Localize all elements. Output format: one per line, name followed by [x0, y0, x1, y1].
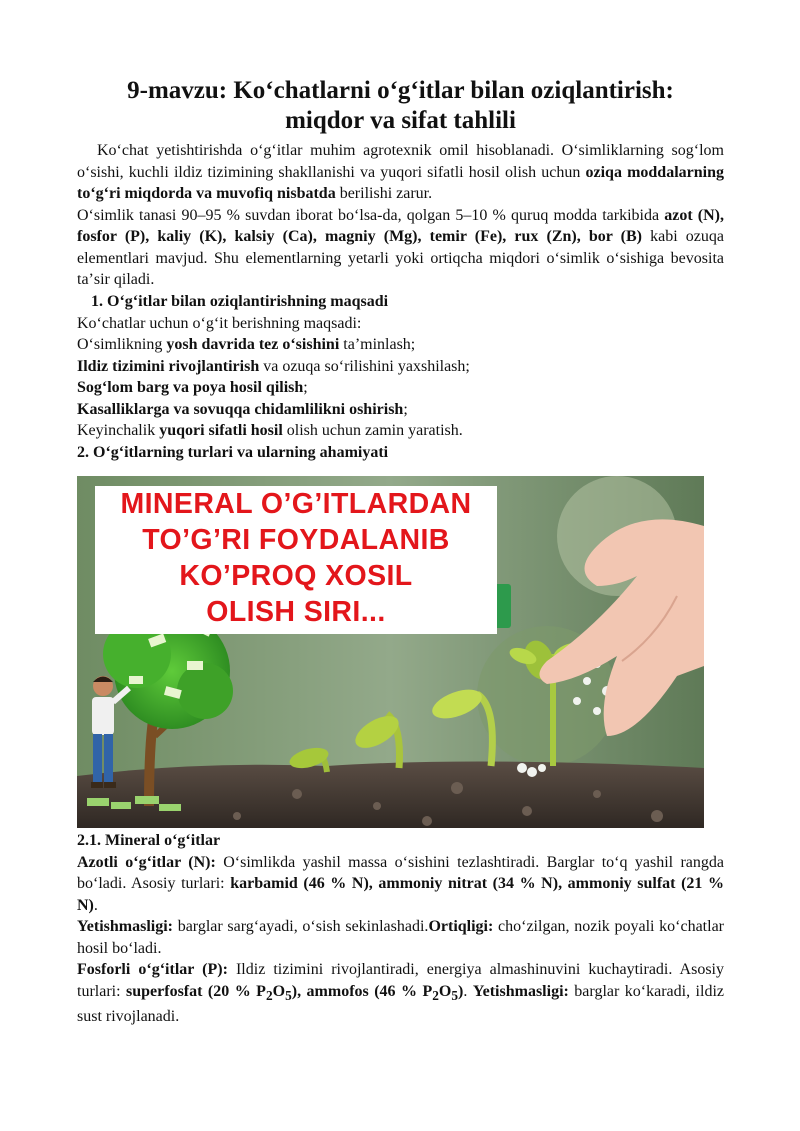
text-run: olish uchun zamin yaratish.	[282, 422, 463, 439]
bold-run: yosh davrida tez oʻsishini	[166, 336, 340, 353]
text-run: Koʻchat yetishtirishda oʻgʻitlar muhim agrotexnik omil hisoblanadi. Oʻsimliklarning sogʻlom oʻsishi, kuchli ildiz tizimining shakllanishi va yuqori sifatli hosil olish uchun	[77, 142, 724, 181]
section-1-heading: 1. Oʻgʻitlar bilan oziqlantirishning maqsadi	[91, 292, 389, 310]
intro-paragraph-2	[77, 205, 724, 291]
text-run: Keyinchalik	[77, 422, 160, 439]
fosfor-paragraph	[77, 959, 724, 1028]
text-run: Ildiz tizimini rivojlantiradi, energiya almashinuvini kuchaytiradi. Asosiy turlari:	[77, 961, 725, 1000]
bold-run: Yetishmasligi:	[77, 918, 173, 935]
list-item	[77, 420, 724, 442]
fosfor-types: superfosfat (20 % $P_2O_5$), ammofos (46 % $P_2O_5$)	[126, 982, 464, 1003]
text-run: barglar koʻkaradi, ildiz sust rivojlanadi.	[77, 982, 724, 1026]
text-run: kabi ozuqa elementlari mavjud. Shu elementlarning yetarli yoki ortiqcha miqdori oʻsimlik oʻsishiga bevosita taʼsir qiladi.	[77, 228, 725, 288]
bold-run: Azotli oʻgʻitlar (N):	[77, 853, 216, 871]
bold-run: Yetishmasligi:	[472, 982, 569, 1000]
headline-banner	[95, 486, 497, 634]
text-run: choʻzilgan, nozik poyali koʻchatlar hosil boʻladi.	[77, 918, 724, 957]
headline-line-4: OLISH SIRI...	[206, 595, 386, 628]
headline-line-1: MINERAL O’G’ITLARDAN	[120, 487, 472, 520]
headline-line-2: TO’G’RI FOYDALANIB	[142, 523, 450, 556]
section-2-1-heading: 2.1. Mineral oʻgʻitlar	[77, 831, 221, 849]
bold-run: Ildiz tizimini rivojlantirish	[77, 357, 260, 375]
azot-paragraph	[77, 852, 724, 917]
bold-run: azot (N), fosfor (P), kaliy (K), kalsiy (Ca), magniy (Mg), temir (Fe), rux (Zn), bor (B)	[77, 206, 725, 245]
title-line-2: miqdor va sifat tahlili	[285, 107, 516, 134]
text-run: ;	[403, 400, 408, 418]
list-item	[77, 377, 724, 399]
text-run: Oʻsimlikning	[77, 336, 167, 353]
bold-run: Ortiqligi:	[428, 918, 494, 935]
headline-line-3: KO’PROQ XOSIL	[179, 559, 413, 592]
document-title	[77, 76, 724, 136]
text-run: va ozuqa soʻrilishini yaxshilash;	[259, 357, 470, 375]
text-run: ;	[303, 379, 308, 396]
list-item	[77, 356, 724, 378]
bold-run: Sogʻlom barg va poya hosil qilish	[77, 379, 304, 396]
bold-run: yuqori sifatli hosil	[159, 422, 283, 439]
bold-run: Kasalliklarga va sovuqqa chidamlilikni oshirish	[77, 400, 404, 418]
text-run: Oʻsimlik tanasi 90–95 % suvdan iborat boʻlsa-da, qolgan 5–10 % quruq modda tarkibida	[77, 206, 665, 224]
soil-ground	[77, 761, 704, 828]
document-page	[77, 76, 724, 1028]
text-run: berilishi zarur.	[335, 185, 433, 202]
deficiency-paragraph	[77, 916, 724, 959]
section-1-lead: Koʻchatlar uchun oʻgʻit berishning maqsadi:	[77, 314, 362, 332]
fertilizer-illustration	[77, 476, 704, 828]
text-run: Oʻsimlikda yashil massa oʻsishini tezlashtiradi. Barglar toʻq yashil rangda boʻladi. Asosiy turlari:	[77, 853, 724, 892]
list-item	[77, 334, 724, 356]
bold-run: Fosforli oʻgʻitlar (P):	[77, 961, 228, 978]
text-run: barglar sargʻayadi, oʻsish sekinlashadi.	[173, 918, 429, 935]
text-run: .	[463, 982, 468, 1000]
intro-paragraph-1	[77, 140, 724, 205]
title-line-1: 9-mavzu: Koʻchatlarni oʻgʻitlar bilan oziqlantirish:	[127, 77, 674, 104]
text-run: taʼminlash;	[339, 336, 416, 353]
section-2-heading: 2. Oʻgʻitlarning turlari va ularning ahamiyati	[77, 443, 389, 461]
bold-run: oziqa moddalarning toʻgʻri miqdorda va muvofiq nisbatda	[77, 163, 724, 202]
list-item	[77, 399, 724, 421]
bold-run: karbamid (46 % N), ammoniy nitrat (34 % N), ammoniy sulfat (21 % N)	[77, 875, 724, 914]
text-run: .	[93, 896, 98, 914]
